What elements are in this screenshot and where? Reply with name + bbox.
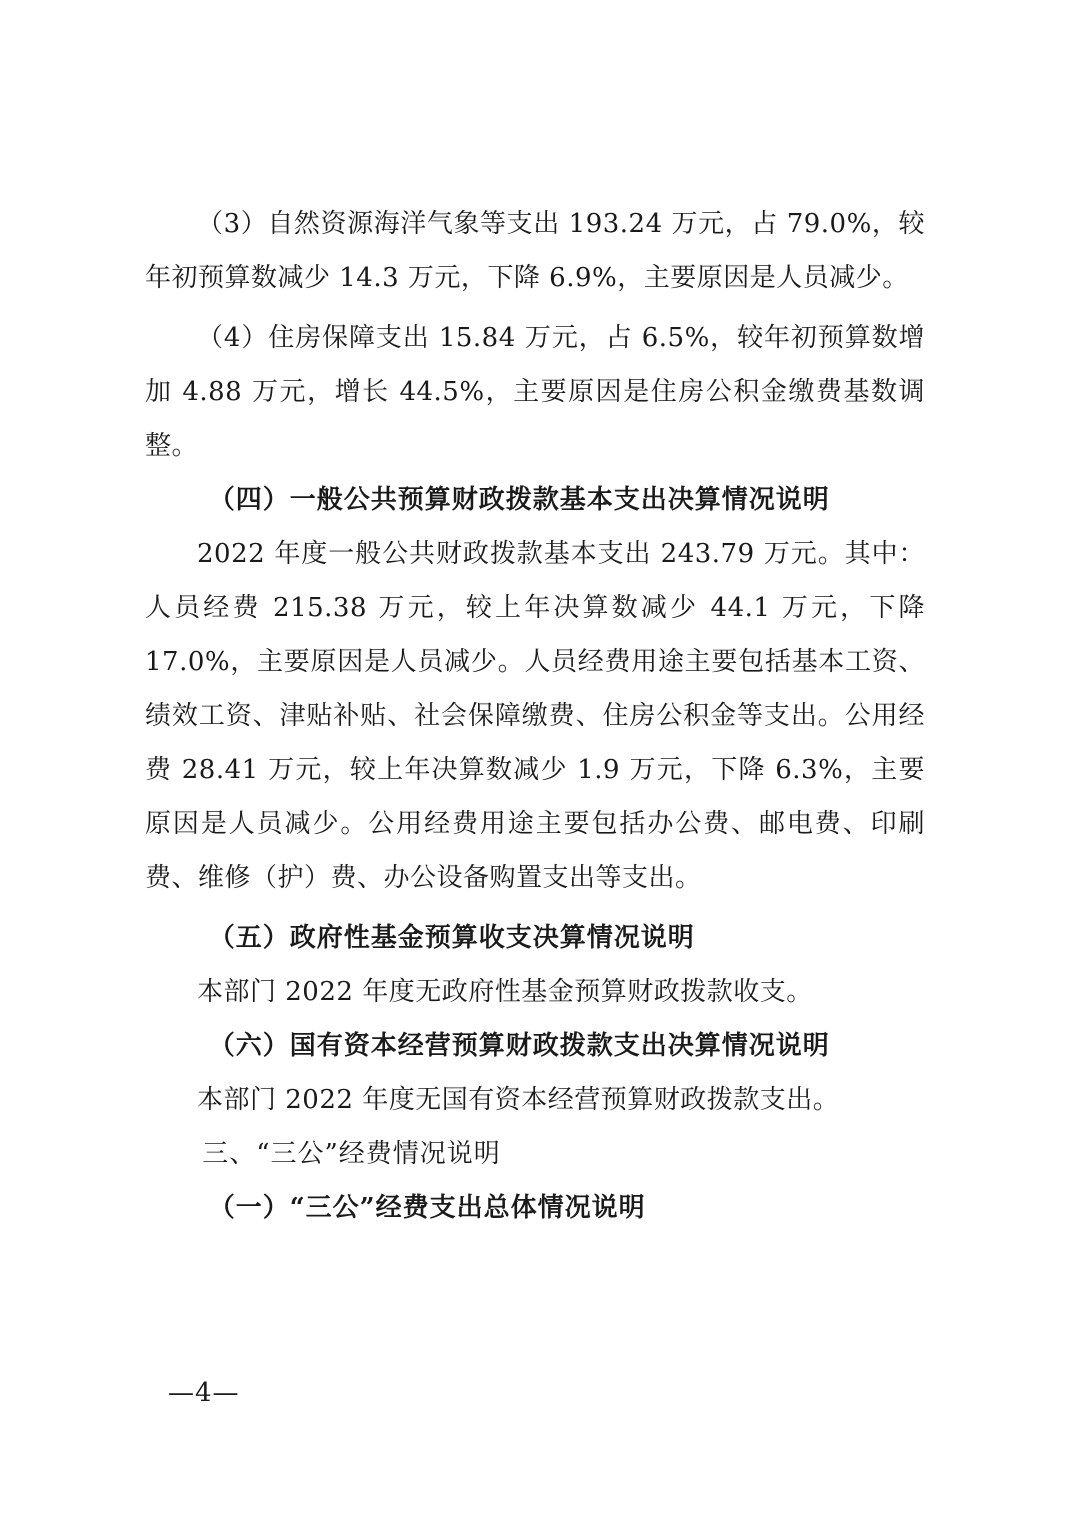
section-heading-basic-expenditure: （四）一般公共预算财政拨款基本支出决算情况说明	[208, 485, 830, 515]
page-number: —4—	[168, 1378, 240, 1408]
section-heading-government-fund: （五）政府性基金预算收支决算情况说明	[208, 923, 695, 953]
paragraph-state-capital: 本部门 2022 年度无国有资本经营预算财政拨款支出。	[197, 1085, 840, 1115]
section-heading-state-capital: （六）国有资本经营预算财政拨款支出决算情况说明	[208, 1031, 830, 1061]
paragraph-housing-expense: （4）住房保障支出 15.84 万元，占 6.5%，较年初预算数增加 4.88 万元，增长 44.5%，主要原因是住房公积金缴费基数调整。	[145, 323, 925, 461]
section-heading-three-public-expenses: 三、“三公”经费情况说明	[202, 1139, 501, 1169]
document-body	[145, 197, 925, 1235]
paragraph-government-fund: 本部门 2022 年度无政府性基金预算财政拨款收支。	[197, 977, 813, 1007]
section-heading-three-public-overall: （一）“三公”经费支出总体情况说明	[208, 1193, 646, 1223]
paragraph-basic-expenditure: 2022 年度一般公共财政拨款基本支出 243.79 万元。其中：人员经费 215.38 万元，较上年决算数减少 44.1 万元，下降 17.0%，主要原因是人员减少。人员经费用途主要包括基本工资、绩效工资、津贴补贴、社会保障缴费、住房公积金等支出。公用经费 28.41 万元，较上年决算数减少 1.9 万元，下降 6.3%，主要原因是人员减少。公用经费用途主要包括办公费、邮电费、印刷费、维修（护）费、办公设备购置支出等支出。	[145, 539, 925, 893]
paragraph-nature-resources-expense: （3）自然资源海洋气象等支出 193.24 万元，占 79.0%，较年初预算数减少 14.3 万元，下降 6.9%，主要原因是人员减少。	[145, 209, 925, 293]
